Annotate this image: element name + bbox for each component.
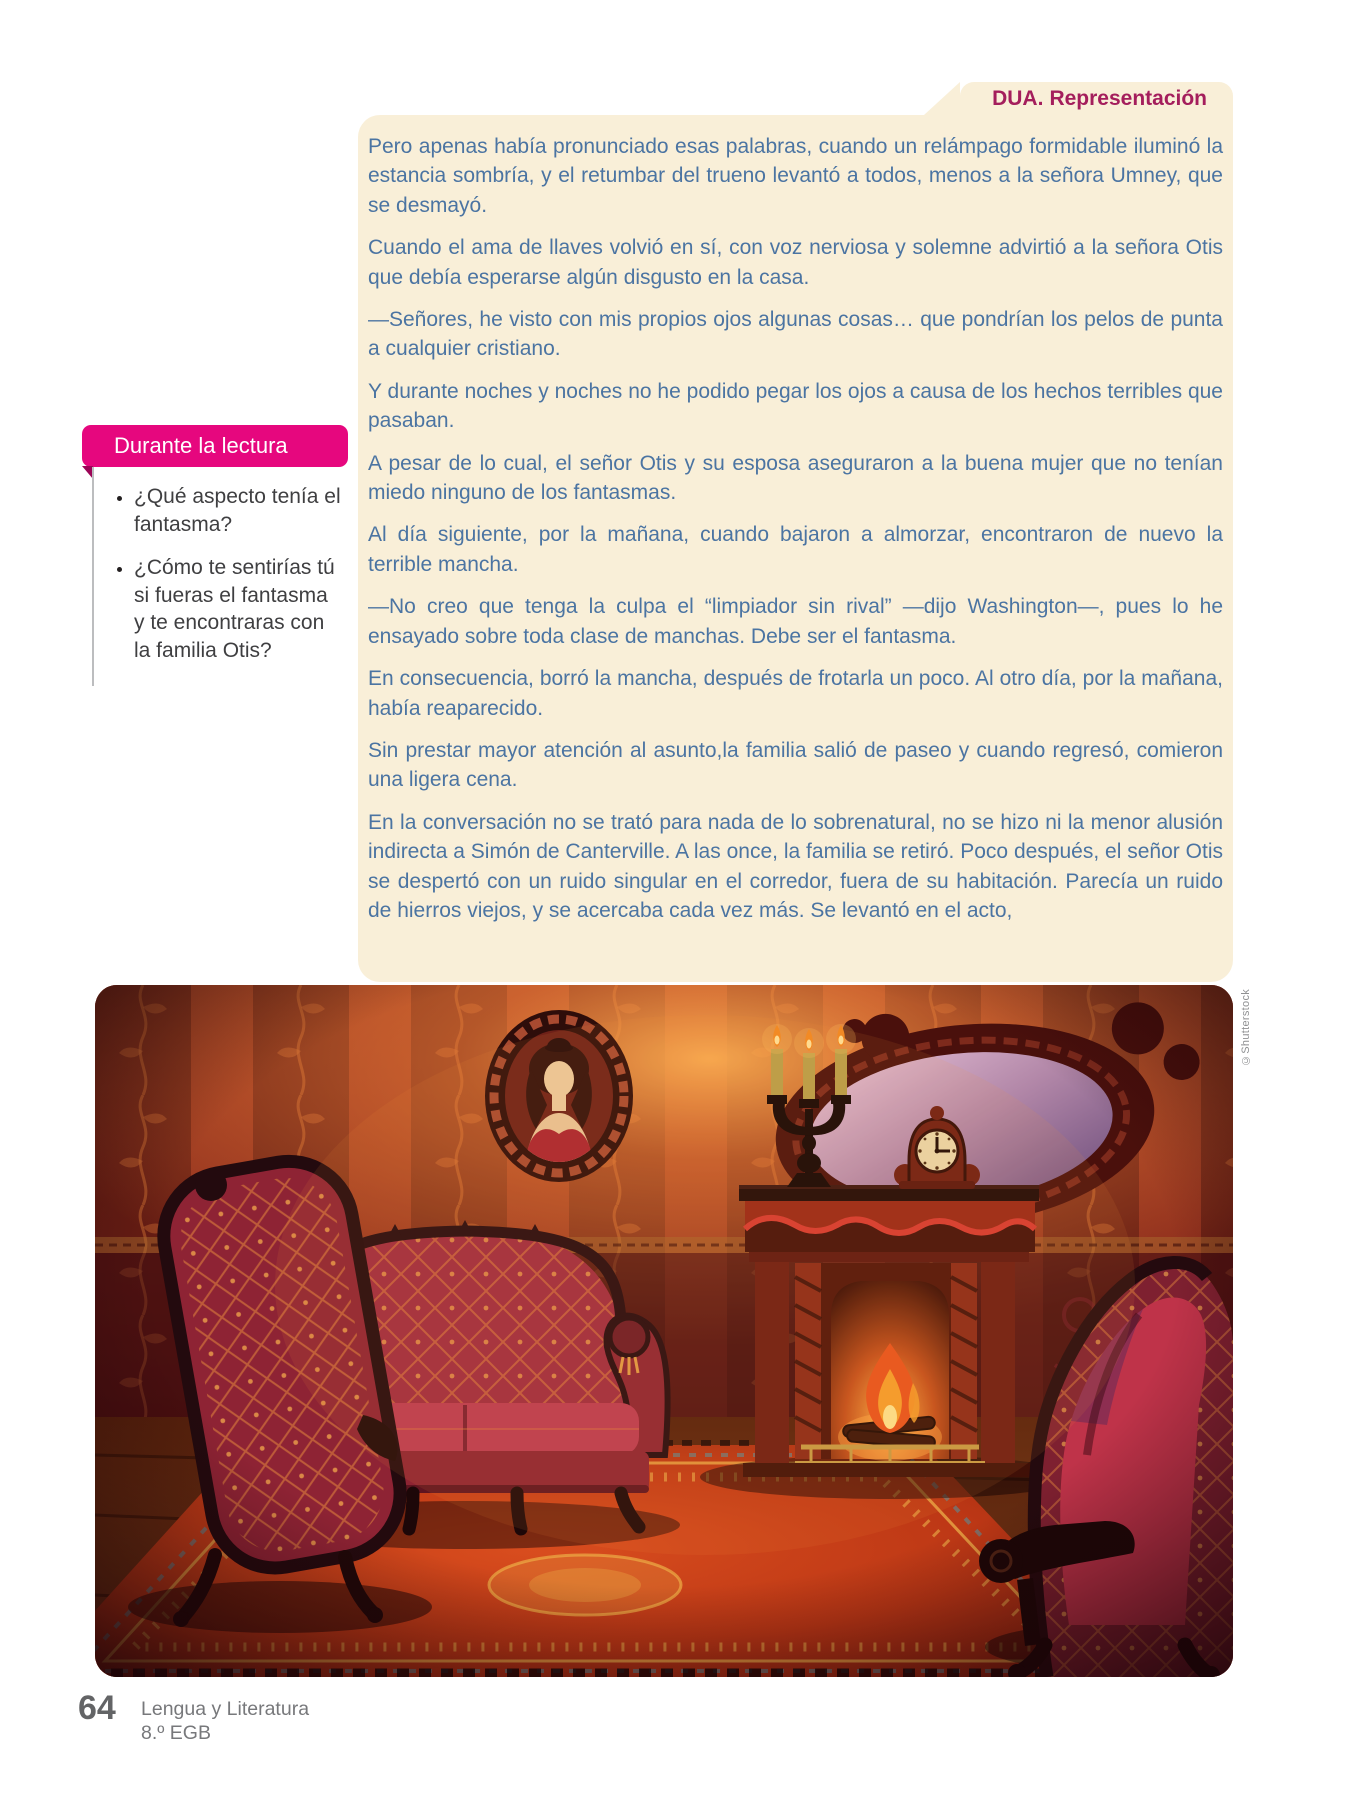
paragraph: En la conversación no se trató para nada de lo sobrenatural, no se hizo ni la menor alusión indirecta a Simón de Canterville. A las once, la familia se retiró. Poco después, el señor Otis se despertó con un ruido singular en el corredor, fuera de su habitación. Parecía un ruido de hierros viejos, y se acercaba cada vez más. Se levantó en el acto,	[368, 810, 1223, 922]
living-room-illustration	[95, 985, 1233, 1677]
reading-panel	[358, 115, 1233, 982]
dua-tab	[960, 82, 1233, 115]
question-item: • ¿Qué aspecto tenía el fantasma?	[134, 483, 344, 538]
page-number: 64	[78, 1689, 116, 1727]
paragraph: En consecuencia, borró la mancha, después de frotarla un poco. Al otro día, por la mañana, había reaparecido.	[368, 667, 1223, 720]
footer-subject: Lengua y Literatura	[141, 1698, 310, 1720]
reading-text	[368, 132, 1223, 925]
question-item: • ¿Cómo te sentirías tú si fueras el fantasma y te encontraras con la familia Otis?	[134, 554, 344, 664]
paragraph: Pero apenas había pronunciado esas palabras, cuando un relámpago formidable iluminó la estancia sombría, y el retumbar del trueno levantó a todos, menos a la señora Umney, que se desmayó.	[368, 135, 1223, 217]
paragraph: Y durante noches y noches no he podido pegar los ojos a causa de los hechos terribles que pasaban.	[368, 379, 1223, 433]
image-credit: ©Shutterstock	[1240, 988, 1252, 1066]
footer-book-info	[141, 1697, 309, 1745]
question-list	[94, 483, 344, 664]
paragraph: Sin prestar mayor atención al asunto,la familia salió de paseo y cuando regresó, comieron una ligera cena.	[368, 738, 1223, 792]
footer-grade: 8.º EGB	[141, 1722, 211, 1744]
paragraph: Al día siguiente, por la mañana, cuando bajaron a almorzar, encontraron de nuevo la terrible mancha.	[368, 523, 1223, 576]
paragraph: —No creo que tenga la culpa el “limpiador sin rival” —dijo Washington—, pues lo he ensayado sobre toda clase de manchas. Debe ser el fantasma.	[368, 595, 1223, 648]
dua-prefix: DUA.	[992, 87, 1044, 110]
during-reading-title: Durante la lectura	[82, 425, 348, 467]
paragraph: Cuando el ama de llaves volvió en sí, con voz nerviosa y solemne advirtió a la señora Otis que debía esperarse algún disgusto en la casa.	[368, 236, 1223, 289]
paragraph: A pesar de lo cual, el señor Otis y su esposa aseguraron a la buena mujer que no tenían miedo ninguno de los fantasmas.	[368, 451, 1223, 505]
dua-label: Representación	[1049, 87, 1207, 110]
paragraph: —Señores, he visto con mis propios ojos algunas cosas… que pondrían los pelos de punta a cualquier cristiano.	[368, 308, 1223, 361]
during-reading-box	[92, 467, 348, 686]
